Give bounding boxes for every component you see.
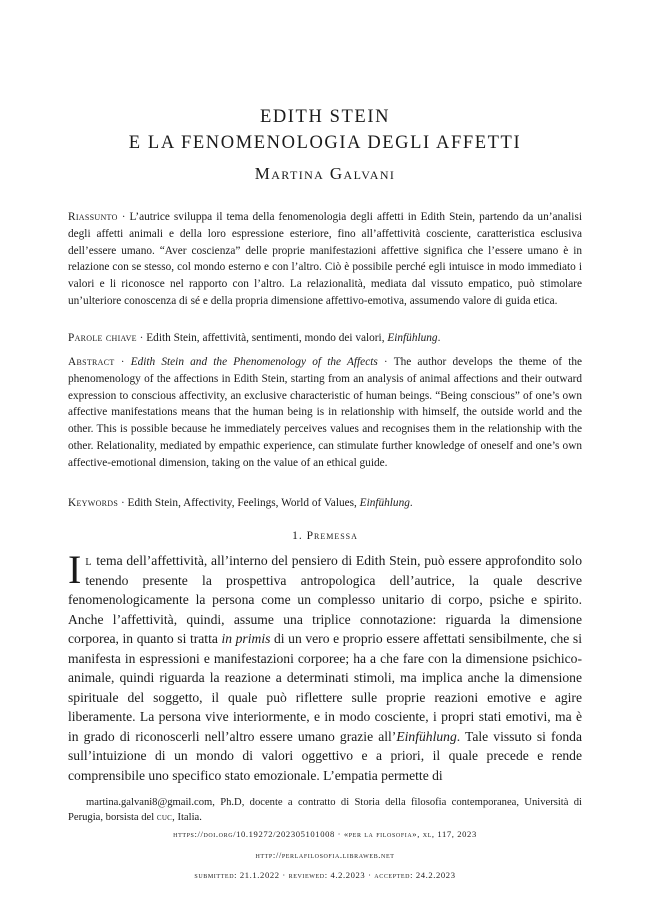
body-italic-2: Einfühlung — [396, 728, 457, 744]
title-line-2: E LA FENOMENOLOGIA DEGLI AFFETTI — [128, 133, 522, 153]
parole-chiave-separator: · — [136, 332, 147, 344]
parole-chiave-end: . — [437, 332, 441, 344]
website-line: http://perlafilosofia.libraweb.net — [255, 850, 395, 860]
keywords-paragraph — [68, 495, 582, 512]
parole-chiave-italic: Einfühlung — [387, 332, 438, 344]
doi-line: https://doi.org/10.19272/202305101008 · «per la filosofia», xl, 117, 2023 — [173, 829, 477, 839]
abstract-separator-2: · — [377, 356, 394, 368]
footnote-small-caps: cuc — [156, 812, 173, 823]
title-line-1: EDITH STEIN — [259, 107, 391, 127]
abstract-text: The author develops the theme of the phenomenology of the affections in Edith Stein, starting from an analysis of animal affections and their outward expression to conscious affectivity, an exclusive characteristic of human beings. “Being conscious” of one’s own affective manifestations means that the human being is in relationship with himself, the outside world and the other. This is possible because he immediately perceives values and recognises them in the relationship with the other. Relationality, mediated by empathic experience, can stimulate further knowledge of oneself and one’s own affective-emotional dimension, taking on the value of an ethical guide. — [68, 356, 583, 469]
dates-line: submitted: 21.1.2022 · reviewed: 4.2.2023 · accepted: 24.2.2023 — [194, 870, 456, 880]
body-italic-1: in primis — [221, 631, 271, 646]
footnote-text: martina.galvani8@gmail.com, Ph.D, docente a contratto di Storia della filosofia contemporanea, Università di Perugia, borsista del — [68, 797, 582, 823]
abstract-label: Abstract — [68, 356, 115, 368]
body-text — [68, 547, 582, 785]
body-part-2: di un vero e proprio essere affettati sensibilmente, che si manifesta in espressioni e manifestazioni corporee; ha a che fare con la dimensione psichico-animale, quindi riguarda la reazione a determinati stimoli, ma implica anche la dimensione spirituale del soggetto, il quale può riflettere sulle proprie reazioni emotive e agire liberamente. La persona vive interiormente, e in modo cosciente, i propri stati emotivi, ma è in grado di riconoscerli nell’altro essere umano grazie all’ — [68, 631, 582, 744]
drop-cap: I — [68, 547, 82, 592]
keywords-separator: · — [118, 497, 128, 509]
keywords-end: . — [409, 497, 413, 509]
riassunto-label: Riassunto — [68, 211, 118, 223]
keywords-label: Keywords — [68, 497, 119, 509]
riassunto-paragraph — [68, 209, 582, 310]
riassunto-separator: · — [117, 211, 130, 223]
lead-letter: l — [85, 553, 93, 568]
author-footnote — [68, 795, 582, 825]
section-heading: 1. Premessa — [292, 530, 358, 542]
body-part-3: . Tale vissuto si fonda sull’intuizione di un mondo di valori oggettivo e a priori, il quale precede e rende comprensibile uno specifico stato emozionale. L’empatia permette di — [68, 728, 582, 783]
article-title — [0, 104, 650, 156]
keywords-text: Edith Stein, Affectivity, Feelings, World of Values, — [127, 497, 360, 509]
abstract-title: Edith Stein and the Phenomenology of the Affects — [130, 356, 378, 368]
body-part-1: tema dell’affettività, all’interno del pensiero di Edith Stein, può essere approfondito solo tenendo presente la prospettiva antropologica dell’autrice, la quale descrive fenomenologicamente la persona come un complesso unitario di corpo, psiche e spirito. Anche l’affettività, quindi, assume una triplice connotazione: riguarda la dimensione corporea, in quanto si tratta — [68, 553, 582, 646]
abstract-separator: · — [114, 356, 131, 368]
parole-chiave-paragraph — [68, 330, 582, 347]
keywords-italic: Einfühlung — [359, 497, 410, 509]
parole-chiave-label: Parole chiave — [68, 332, 137, 344]
author-name: Martina Galvani — [254, 164, 396, 183]
abstract-paragraph — [68, 354, 582, 472]
parole-chiave-text: Edith Stein, affettività, sentimenti, mondo dei valori, — [146, 332, 388, 344]
riassunto-text: L’autrice sviluppa il tema della fenomenologia degli affetti in Edith Stein, partendo da un’analisi degli affetti animali e della loro espressione esteriore, fino all’affettività cosciente, caratteristica esclusiva dell’essere umano. “Aver coscienza” delle proprie manifestazioni affettive significa che l’essere umano è in relazione con se stesso, col mondo esterno e con l’altro. Ciò è possibile perché egli intuisce in modo immediato i valori e li riconosce nel rapporto con l’altro. La relazionalità, mediata dal vissuto empatico, può stimolare un’ulteriore conoscenza di sé e della propria dimensione affettivo-emotiva, assumendo valore di guida etica. — [68, 211, 582, 307]
footnote-end: , Italia. — [172, 812, 202, 823]
